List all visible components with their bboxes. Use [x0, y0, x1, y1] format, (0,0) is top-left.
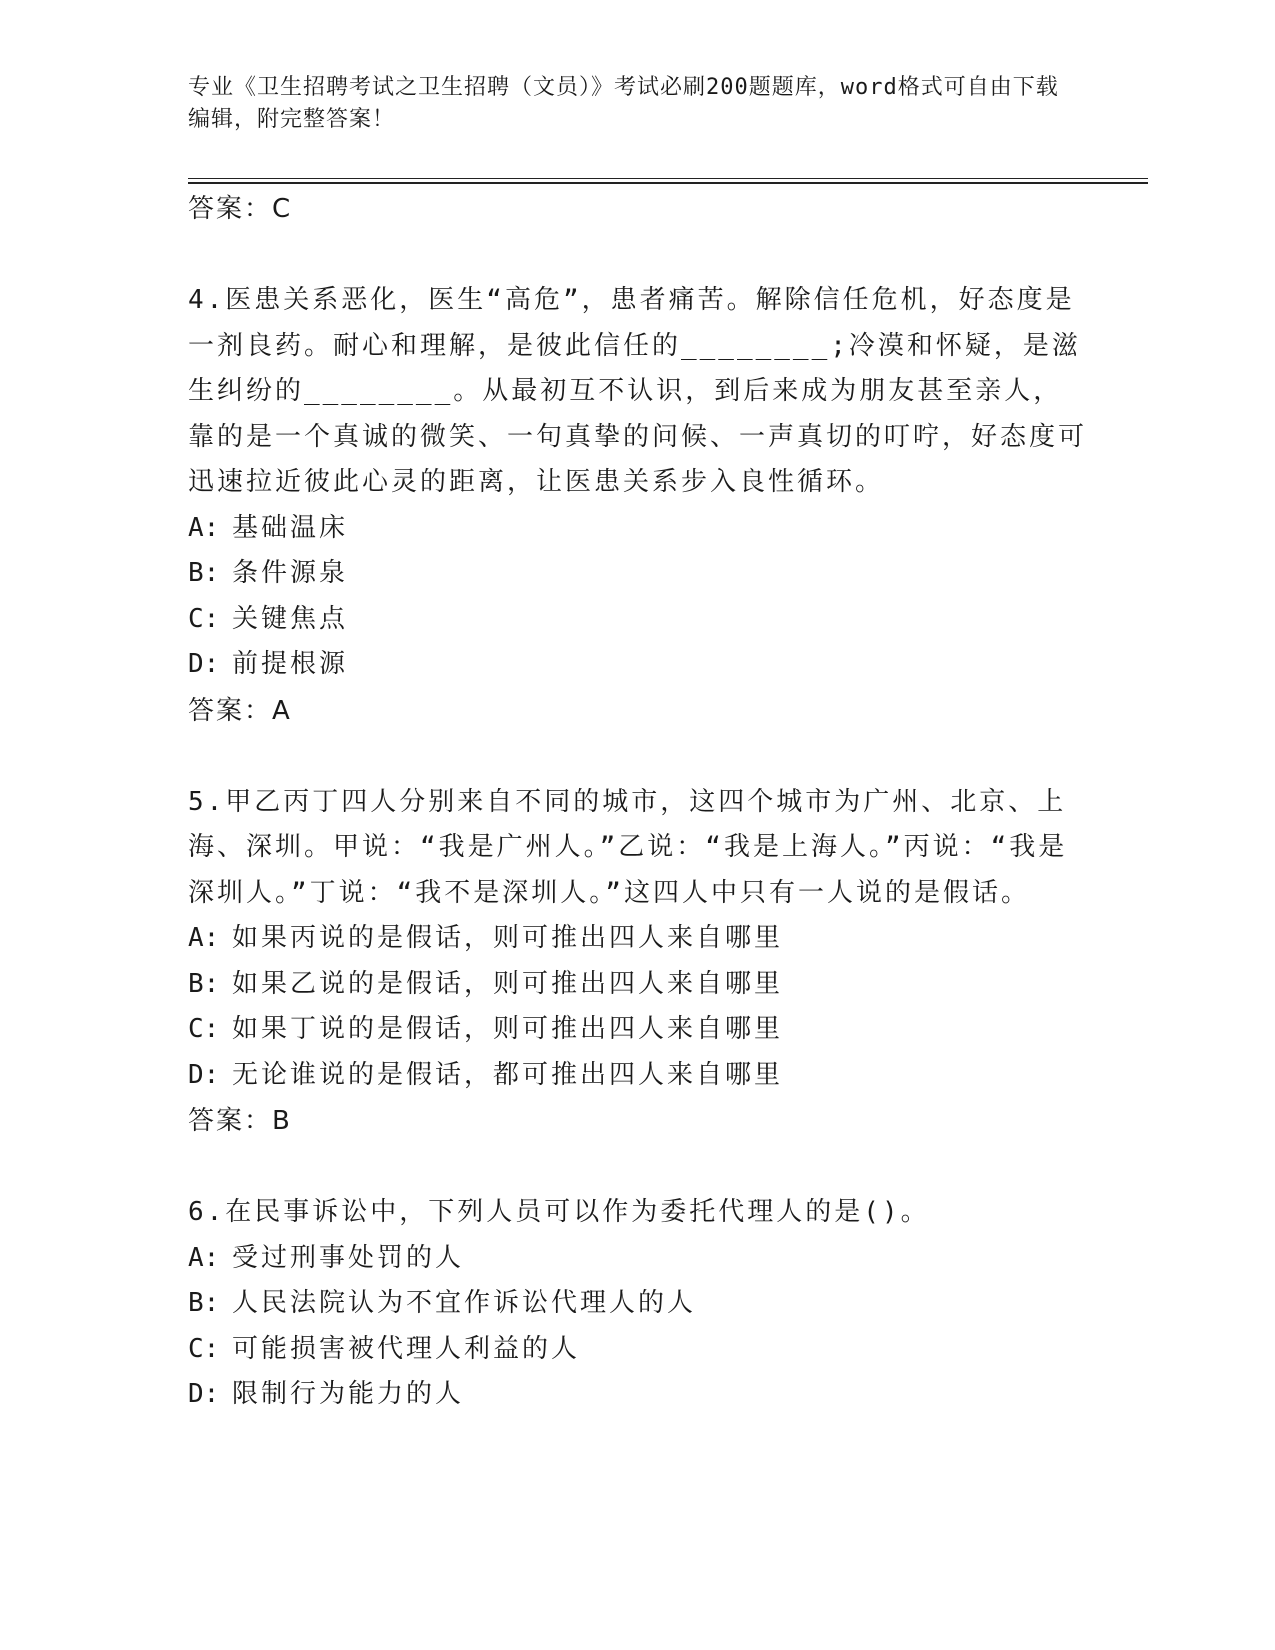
- option-key: B:: [188, 968, 220, 999]
- option-key: A:: [188, 1242, 220, 1273]
- option-text: 人民法院认为不宜作诉讼代理人的人: [232, 1288, 697, 1318]
- option-text: 基础温床: [232, 512, 349, 543]
- option-text: 受过刑事处罚的人: [232, 1242, 465, 1273]
- option-key: C:: [188, 603, 220, 634]
- option-key: D:: [188, 649, 220, 679]
- option-key: A:: [188, 512, 220, 543]
- option-key: B:: [188, 1288, 220, 1318]
- question-list: [188, 186, 1088, 1418]
- answer-4: 答案：A: [188, 695, 292, 726]
- option-a: [188, 916, 1088, 962]
- spacer: [188, 1144, 1088, 1190]
- option-key: B:: [188, 558, 220, 588]
- option-c: [188, 1007, 1088, 1053]
- option-d: [188, 1053, 1088, 1099]
- question-stem: 6.在民事诉讼中，下列人员可以作为委托代理人的是()。: [188, 1197, 930, 1227]
- option-b: [188, 1281, 1088, 1327]
- option-text: 条件源泉: [232, 558, 349, 588]
- header-rule: [188, 178, 1148, 184]
- option-key: A:: [188, 923, 220, 953]
- option-a: [188, 1236, 1088, 1282]
- option-text: 可能损害被代理人利益的人: [232, 1333, 581, 1364]
- question-6: [188, 1190, 1088, 1418]
- question-5: [188, 780, 1088, 1145]
- option-key: D:: [188, 1059, 220, 1090]
- option-d: [188, 1372, 1088, 1418]
- answer-5: 答案：B: [188, 1106, 292, 1136]
- option-c: [188, 1327, 1088, 1373]
- question-4: [188, 278, 1088, 734]
- option-b: [188, 962, 1088, 1008]
- option-c: [188, 597, 1088, 643]
- option-text: 如果丁说的是假话，则可推出四人来自哪里: [232, 1014, 784, 1044]
- option-d: [188, 642, 1088, 688]
- option-text: 如果丙说的是假话，则可推出四人来自哪里: [232, 923, 784, 953]
- option-key: C:: [188, 1014, 220, 1044]
- option-text: 关键焦点: [232, 603, 349, 634]
- option-b: [188, 551, 1088, 597]
- option-text: 无论谁说的是假话，都可推出四人来自哪里: [232, 1059, 784, 1090]
- answer-prev: 答案：C: [188, 194, 293, 224]
- question-stem: 4.医患关系恶化，医生“高危”，患者痛苦。解除信任危机，好态度是一剂良药。耐心和理解，是彼此信任的________;冷漠和怀疑，是滋生纠纷的________。从最初互不认识，到后来成为朋友甚至亲人，靠的是一个真诚的微笑、一句真挚的问候、一声真切的叮咛，好态度可迅速拉近彼此心灵的距离，让医患关系步入良性循环。: [188, 285, 1088, 497]
- option-text: 如果乙说的是假话，则可推出四人来自哪里: [232, 968, 784, 999]
- document-header: 专业《卫生招聘考试之卫生招聘（文员）》考试必刷200题题库，word格式可自由下载编辑，附完整答案！: [188, 75, 1059, 132]
- option-key: C:: [188, 1333, 220, 1364]
- option-a: [188, 506, 1088, 552]
- spacer: [188, 232, 1088, 278]
- option-text: 限制行为能力的人: [232, 1379, 465, 1409]
- question-stem: 5.甲乙丙丁四人分别来自不同的城市，这四个城市为广州、北京、上海、深圳。甲说：“我是广州人。”乙说：“我是上海人。”丙说：“我是深圳人。”丁说：“我不是深圳人。”这四人中只有一人说的是假话。: [188, 786, 1068, 908]
- option-text: 前提根源: [232, 649, 349, 679]
- option-key: D:: [188, 1379, 220, 1409]
- spacer: [188, 734, 1088, 780]
